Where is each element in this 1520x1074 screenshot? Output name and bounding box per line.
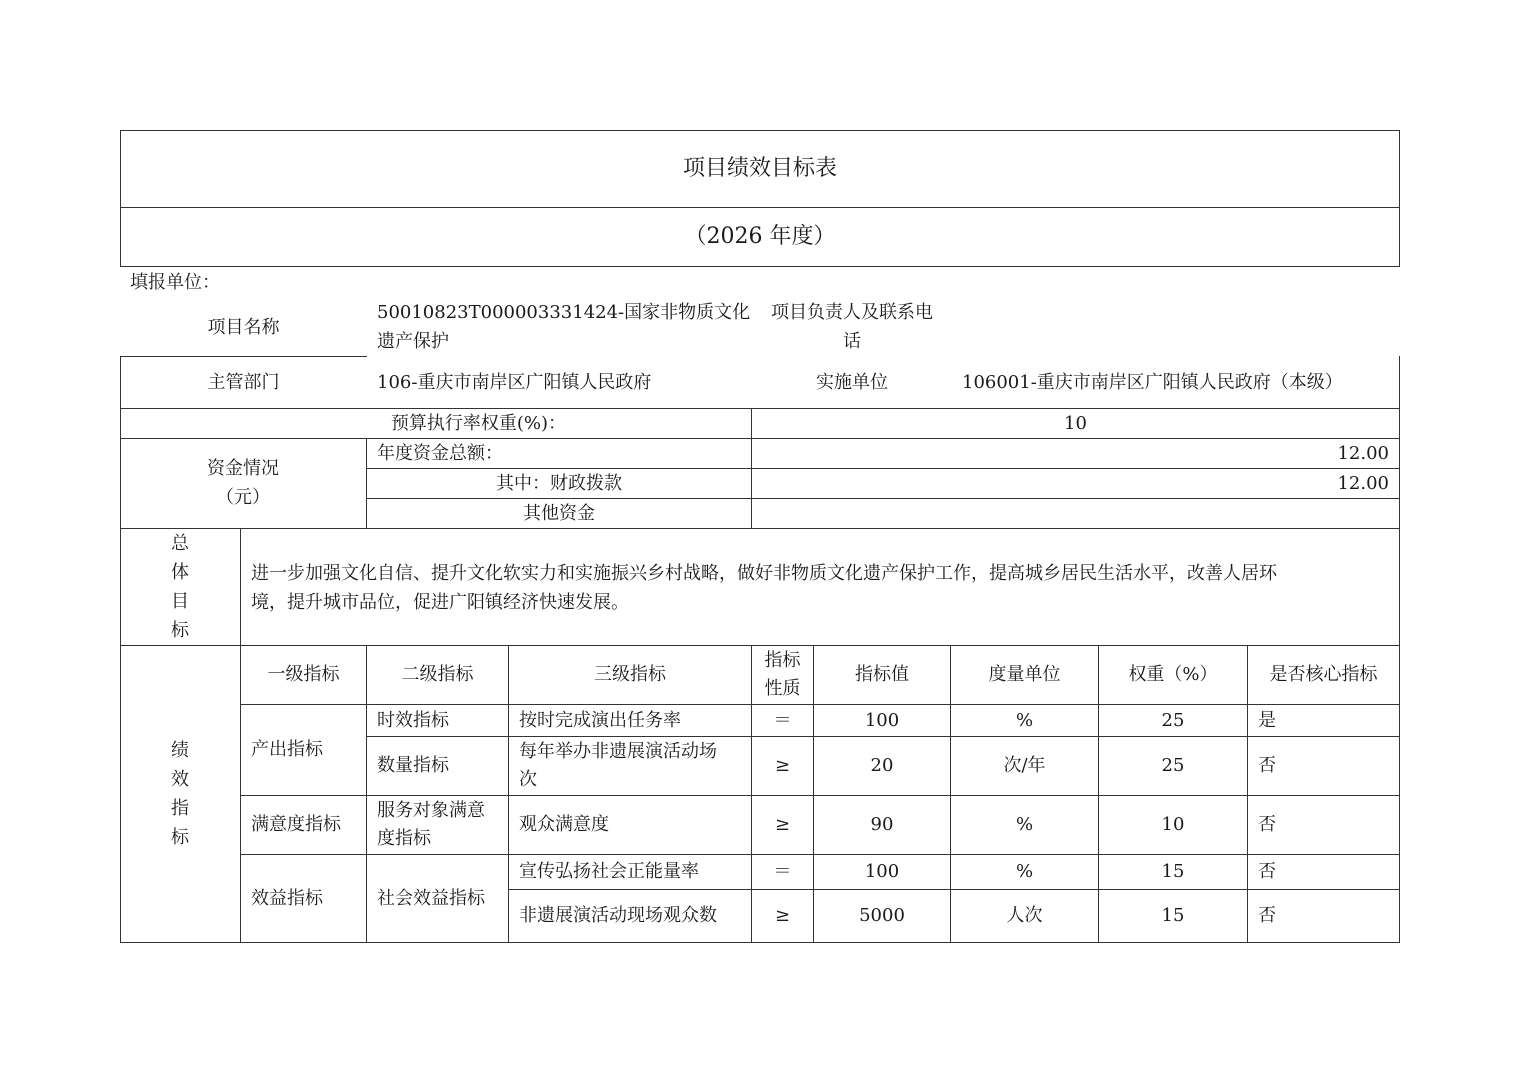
goal-top-line: [120, 528, 1400, 529]
goal-text-line2: 境，提升城市品位，促进广阳镇经济快速发展。: [251, 591, 629, 613]
group-output: 产出指标: [251, 739, 323, 760]
year-subtitle: （2026 年度）: [684, 224, 836, 249]
indicator-unit: %: [1015, 861, 1034, 882]
project-name-value-line2: 遗产保护: [377, 331, 449, 352]
indicator-name: 宣传弘扬社会正能量率: [519, 861, 699, 882]
group-satisfaction: 满意度指标: [251, 814, 341, 835]
other-funds-label: 其他资金: [523, 502, 595, 524]
indicator-weight: 25: [1161, 709, 1185, 731]
indicator-name-line1: 每年举办非遗展演活动场: [519, 740, 717, 762]
funds-label-line1: 资金情况: [207, 457, 279, 479]
header-nature-line2: 性质: [764, 678, 801, 699]
indicator-core: 否: [1258, 861, 1276, 882]
indicator-value: 100: [864, 861, 900, 882]
goal-label-char-3: 目: [171, 591, 189, 612]
indicator-unit: %: [1015, 814, 1034, 835]
indicator-value: 5000: [859, 905, 905, 926]
funds-label-line2: （元）: [216, 486, 270, 508]
info-right-border: [1399, 356, 1400, 409]
goal-label-char-1: 总: [171, 533, 189, 554]
fiscal-value: 12.00: [1337, 472, 1389, 494]
indicator-weight: 25: [1161, 755, 1185, 776]
indicator-unit: 次/年: [1003, 755, 1046, 776]
header-level1: 一级指标: [267, 664, 340, 685]
indicators-label-char-1: 绩: [171, 740, 189, 761]
rate-label: 预算执行率权重(%)：: [390, 412, 566, 434]
indicator-core: 是: [1258, 709, 1276, 731]
indicator-core: 否: [1258, 905, 1276, 926]
goal-text-line1: 进一步加强文化自信、提升文化软实力和实施振兴乡村战略，做好非物质文化遗产保护工作，提高城乡居民生活水平，改善人居环: [251, 562, 1277, 584]
other-funds-value: [752, 499, 1389, 528]
indicator-name: 非遗展演活动现场观众数: [519, 905, 717, 926]
indicators-bottom-line: [120, 942, 1400, 943]
sub-timeliness: 时效指标: [377, 709, 449, 731]
indicators-label-char-3: 指: [171, 798, 189, 819]
indicator-weight: 15: [1161, 905, 1185, 926]
indicator-nature: ≥: [774, 905, 791, 926]
sub-service-line1: 服务对象满意: [377, 799, 485, 821]
group-benefit: 效益指标: [251, 887, 323, 909]
indicator-nature: ≥: [774, 755, 791, 776]
indicator-value: 100: [864, 709, 900, 731]
header-nature-line1: 指标: [764, 650, 801, 671]
header-value: 指标值: [855, 664, 909, 685]
goal-label-char-4: 标: [171, 620, 189, 641]
header-level2: 二级指标: [401, 664, 474, 685]
header-core: 是否核心指标: [1269, 664, 1378, 685]
project-name-label: 项目名称: [207, 317, 280, 338]
header-unit: 度量单位: [988, 664, 1061, 685]
indicator-core: 否: [1258, 814, 1276, 835]
sub-service-line2: 度指标: [377, 827, 431, 849]
goal-label-char-2: 体: [171, 562, 189, 583]
impl-label: 实施单位: [816, 372, 888, 393]
indicator-value: 90: [870, 814, 894, 835]
indicator-unit: 人次: [1006, 905, 1043, 926]
contact-label-line1: 项目负责人及联系电: [771, 302, 933, 323]
sub-social: 社会效益指标: [377, 887, 485, 909]
project-name-value-line1: 50010823T000003331424-国家非物质文化: [377, 302, 751, 323]
indicator-core: 否: [1258, 755, 1276, 776]
indicator-name: 观众满意度: [519, 814, 609, 835]
indicator-nature: ＝: [773, 861, 792, 882]
dept-value: 106-重庆市南岸区广阳镇人民政府: [377, 372, 652, 393]
indicator-nature: ＝: [773, 709, 792, 731]
header-weight: 权重（%）: [1128, 664, 1218, 685]
indicators-label-char-4: 标: [171, 827, 189, 848]
indicator-name: 按时完成演出任务率: [519, 709, 681, 731]
indicator-weight: 10: [1161, 814, 1185, 835]
annual-total-value: 12.00: [1337, 442, 1389, 464]
fiscal-label: 其中：财政拨款: [496, 472, 622, 494]
goal-label-divider: [240, 528, 241, 943]
dept-label: 主管部门: [207, 372, 280, 393]
goal-right-border: [1399, 528, 1400, 646]
indicator-unit: %: [1015, 709, 1034, 731]
page-title: 项目绩效目标表: [682, 156, 837, 181]
sub-quantity: 数量指标: [377, 755, 449, 776]
filler-unit-label: 填报单位：: [130, 272, 220, 293]
annual-total-label: 年度资金总额：: [377, 442, 503, 464]
indicators-label-char-2: 效: [171, 769, 189, 790]
indicator-weight: 15: [1161, 861, 1185, 882]
indicator-value: 20: [870, 755, 894, 776]
indicators-right-border: [1399, 645, 1400, 943]
impl-value: 106001-重庆市南岸区广阳镇人民政府（本级）: [962, 372, 1343, 393]
indicator-nature: ≥: [774, 814, 791, 835]
indicator-name-line2: 次: [519, 768, 537, 790]
header-level3: 三级指标: [594, 664, 666, 685]
rate-value: 10: [1064, 412, 1087, 434]
contact-label-line2: 话: [843, 331, 861, 352]
